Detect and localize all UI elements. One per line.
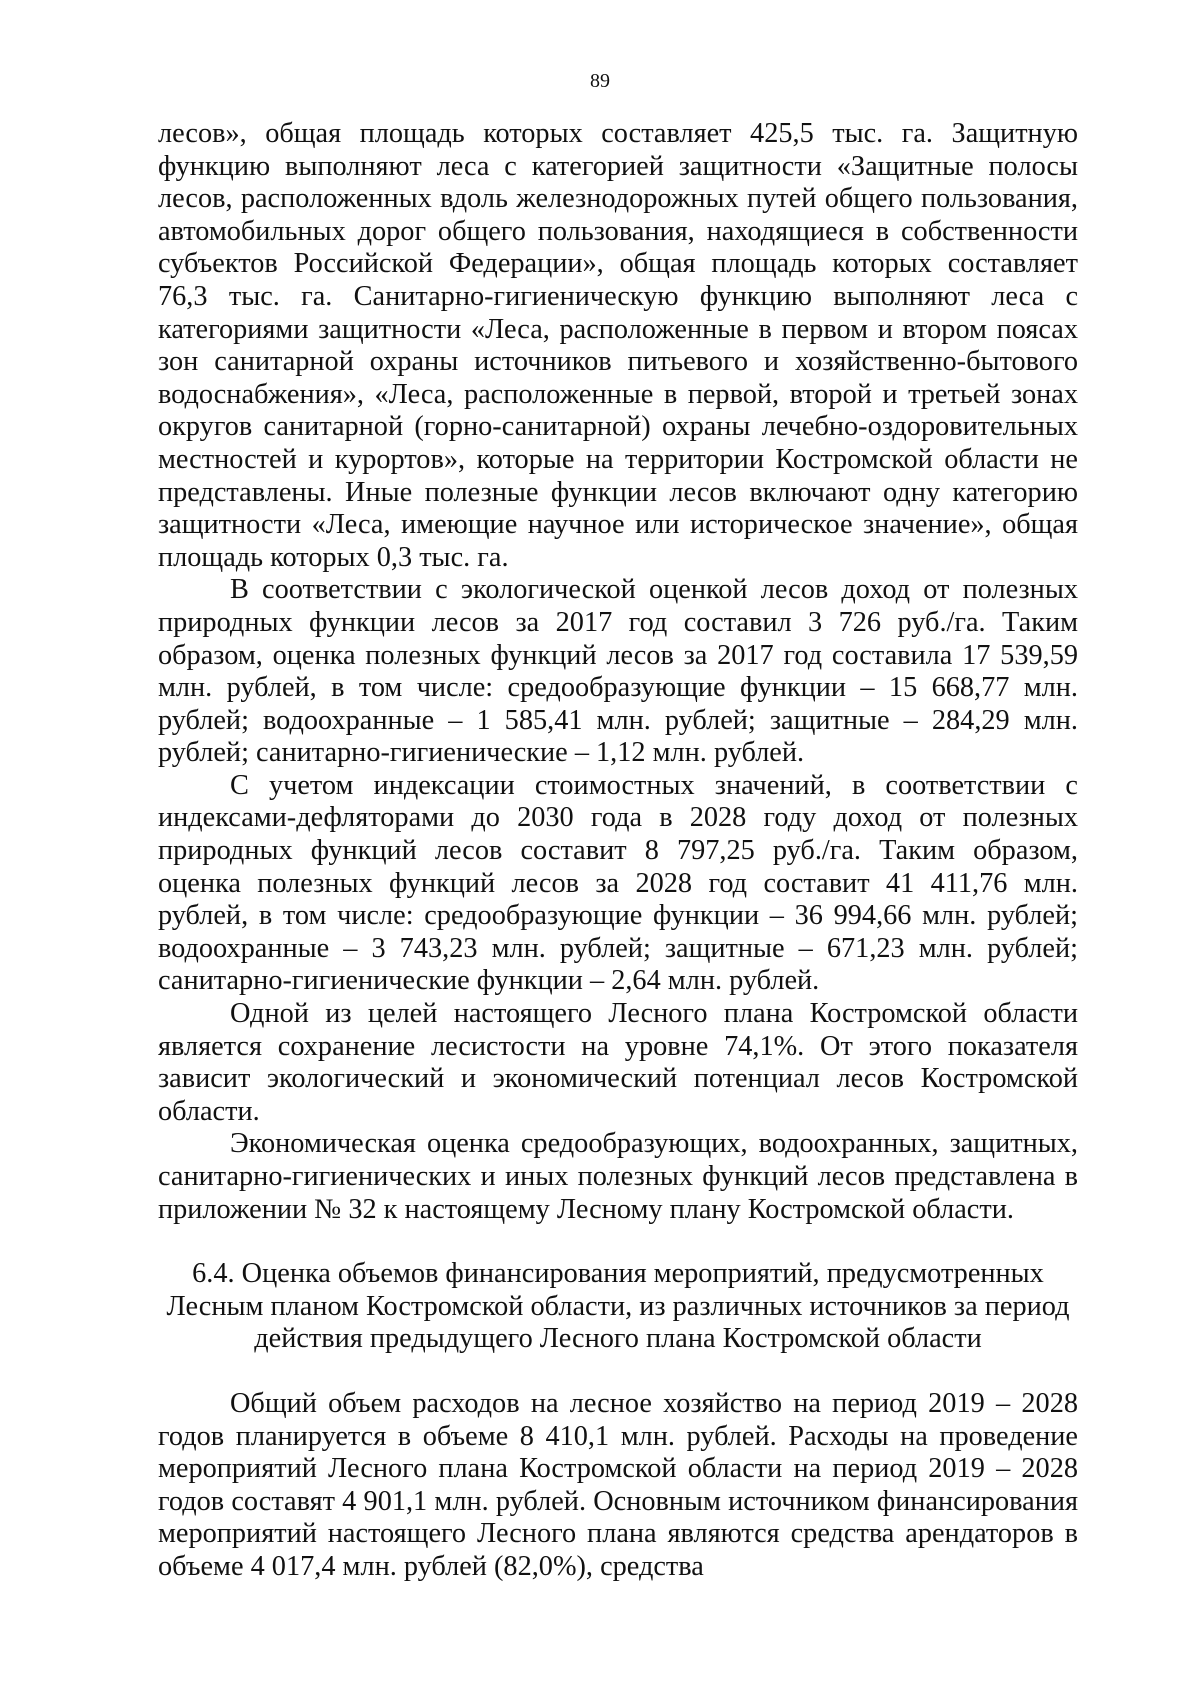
page-number: 89	[590, 70, 610, 92]
document-body	[158, 118, 1078, 1584]
section-heading-line: 6.4. Оценка объемов финансирования мероприятий, предусмотренных	[192, 1258, 1044, 1290]
section-heading	[158, 1258, 1078, 1356]
paragraph-financing-volume: Общий объем расходов на лесное хозяйство на период 2019 – 2028 годов планируется в объеме 8 410,1 млн. рублей. Расходы на проведение мероприятий Лесного плана Костромской области на период 2019 – 2028 годов составят 4 901,1 млн. рублей. Основным источником финансирования мероприятий настоящего Лесного плана являются средства арендаторов в объеме 4 017,4 млн. рублей (82,0%), средства	[158, 1387, 1078, 1582]
paragraph-ecological-assessment: В соответствии с экологической оценкой лесов доход от полезных природных функции лесов за 2017 год составил 3 726 руб./га. Таким образом, оценка полезных функций лесов за 2017 год составила 17 539,59 млн. рублей, в том числе: средообразующие функции – 15 668,77 млн. рублей; водоохранные – 1 585,41 млн. рублей; защитные – 284,29 млн. рублей; санитарно-гигиенические – 1,12 млн. рублей.	[158, 574, 1078, 769]
paragraph-appendix-reference: Экономическая оценка средообразующих, водоохранных, защитных, санитарно-гигиенических и иных полезных функций лесов представлена в приложении № 32 к настоящему Лесному плану Костромской области.	[158, 1128, 1078, 1225]
paragraph-indexation: С учетом индексации стоимостных значений, в соответствии с индексами-дефляторами до 2030 года в 2028 году доход от полезных природных функций лесов составит 8 797,25 руб./га. Таким образом, оценка полезных функций лесов за 2028 год составит 41 411,76 млн. рублей, в том числе: средообразующие функции – 36 994,66 млн. рублей; водоохранные – 3 743,23 млн. рублей; защитные – 671,23 млн. рублей; санитарно-гигиенические функции – 2,64 млн. рублей.	[158, 769, 1078, 997]
paragraph-forest-cover-goal: Одной из целей настоящего Лесного плана Костромской области является сохранение лесистости на уровне 74,1%. От этого показателя зависит экологический и экономический потенциал лесов Костромской области.	[158, 998, 1078, 1127]
section-heading-line: действия предыдущего Лесного плана Костромской области	[254, 1323, 982, 1355]
section-heading-line: Лесным планом Костромской области, из различных источников за период	[166, 1290, 1070, 1322]
paragraph-continuation: лесов», общая площадь которых составляет 425,5 тыс. га. Защитную функцию выполняют леса с категорией защитности «Защитные полосы лесов, расположенных вдоль железнодорожных путей общего пользования, автомобильных дорог общего пользования, находящиеся в собственности субъектов Российской Федерации», общая площадь которых составляет 76,3 тыс. га. Санитарно-гигиеническую функцию выполняют леса с категориями защитности «Леса, расположенные в первом и втором поясах зон санитарной охраны источников питьевого и хозяйственно-бытового водоснабжения», «Леса, расположенные в первой, второй и третьей зонах округов санитарной (горно-санитарной) охраны лечебно-оздоровительных местностей и курортов», которые на территории Костромской области не представлены. Иные полезные функции лесов включают одну категорию защитности «Леса, имеющие научное или историческое значение», общая площадь которых 0,3 тыс. га.	[158, 118, 1078, 573]
